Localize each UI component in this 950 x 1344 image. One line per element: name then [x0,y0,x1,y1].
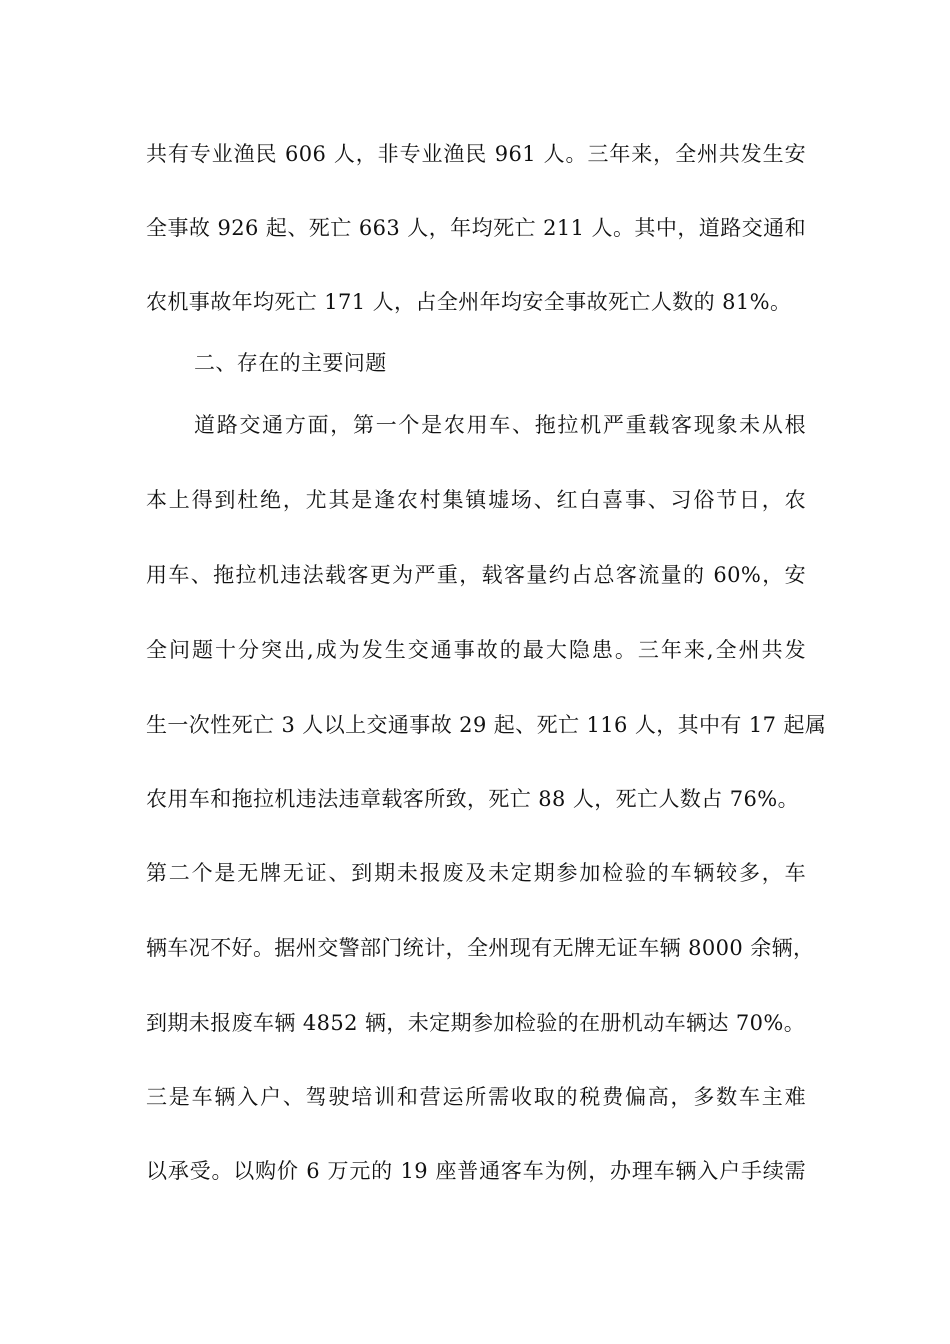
text-line: 道路交通方面，第一个是农用车、拖拉机严重载客现象未从根 [194,413,806,437]
text-line: 农机事故年均死亡 171 人，占全州年均安全事故死亡人数的 81%。 [146,290,792,314]
text-line: 到期未报废车辆 4852 辆，未定期参加检验的在册机动车辆达 70%。 [146,1011,806,1035]
text-line: 共有专业渔民 606 人，非专业渔民 961 人。三年来，全州共发生安 [146,142,806,166]
text-line: 用车、拖拉机违法载客更为严重，载客量约占总客流量的 60%，安 [146,563,806,587]
text-line: 第二个是无牌无证、到期未报废及未定期参加检验的车辆较多，车 [146,861,806,885]
section-heading: 二、存在的主要问题 [194,351,387,375]
text-line: 全事故 926 起、死亡 663 人，年均死亡 211 人。其中，道路交通和 [146,216,806,240]
text-line: 全问题十分突出,成为发生交通事故的最大隐患。三年来,全州共发 [146,638,806,662]
text-line: 生一次性死亡 3 人以上交通事故 29 起、死亡 116 人，其中有 17 起属 [146,713,827,737]
text-line: 辆车况不好。据州交警部门统计，全州现有无牌无证车辆 8000 余辆， [146,936,815,960]
text-line: 本上得到杜绝，尤其是逢农村集镇墟场、红白喜事、习俗节日，农 [146,488,806,512]
text-line: 农用车和拖拉机违法违章载客所致，死亡 88 人，死亡人数占 76%。 [146,787,800,811]
text-line: 三是车辆入户、驾驶培训和营运所需收取的税费偏高，多数车主难 [146,1085,806,1109]
text-line: 以承受。以购价 6 万元的 19 座普通客车为例，办理车辆入户手续需 [146,1159,806,1183]
